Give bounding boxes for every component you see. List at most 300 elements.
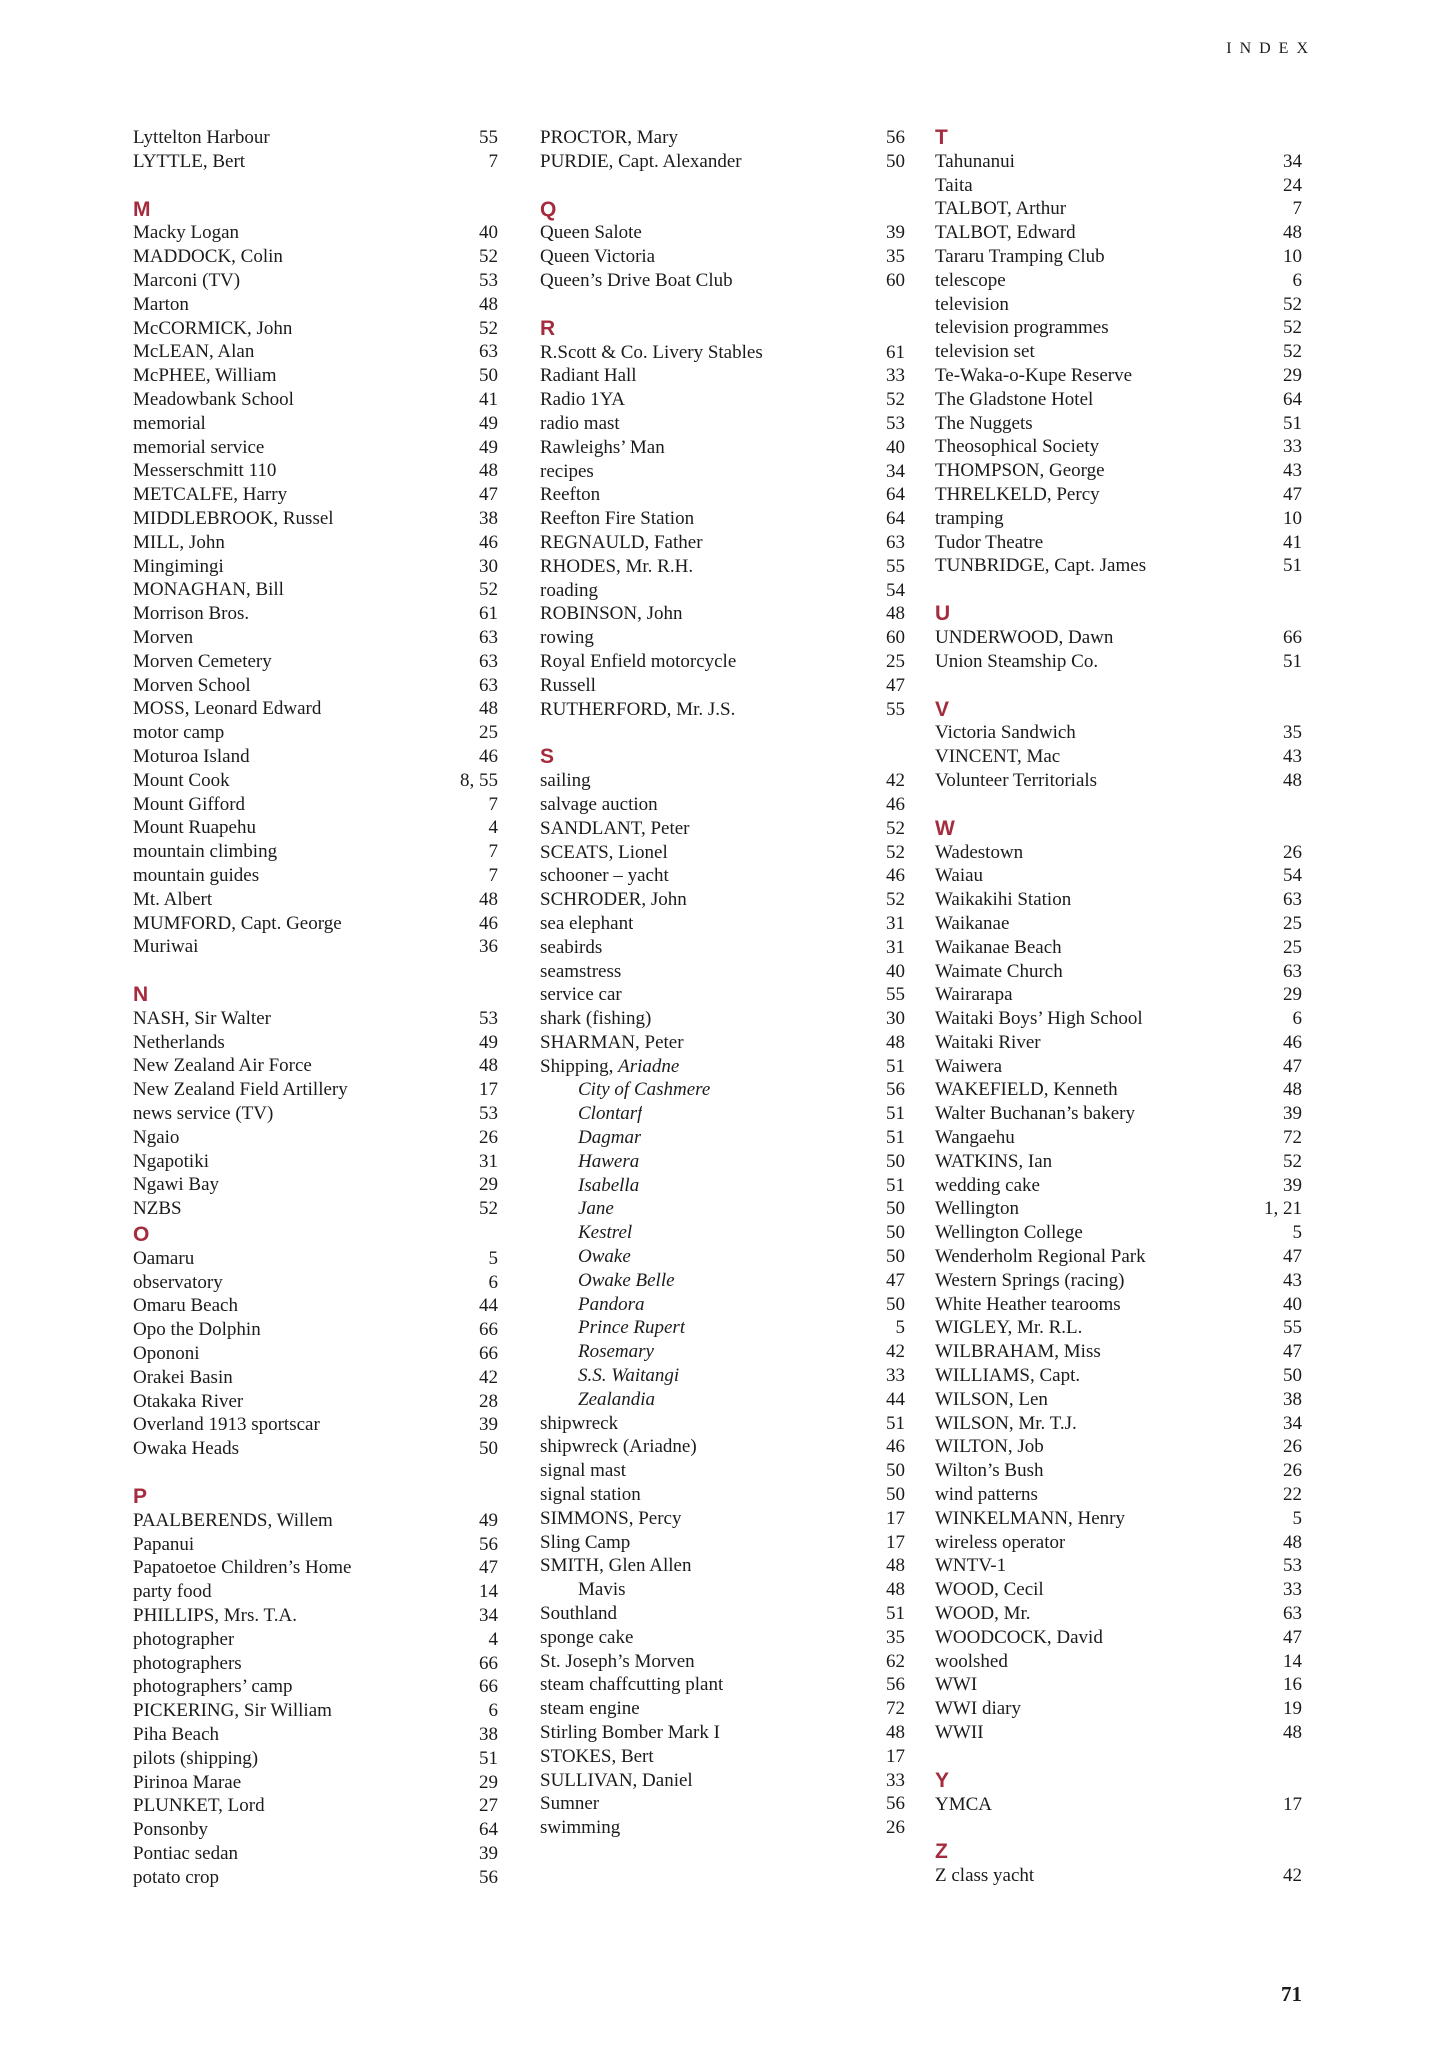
index-entry — [133, 935, 498, 959]
entry-page: 38 — [479, 507, 498, 529]
index-group — [935, 698, 1302, 793]
index-entry — [540, 1245, 905, 1269]
entry-label: woolshed — [935, 1650, 1008, 1672]
entry-label: MUMFORD, Capt. George — [133, 912, 342, 934]
entry-page: 48 — [479, 460, 498, 482]
entry-label: PICKERING, Sir William — [133, 1700, 332, 1722]
entry-label: Rawleighs’ Man — [540, 436, 665, 458]
section-letter: M — [133, 197, 151, 221]
entry-label: WWII — [935, 1722, 984, 1743]
entry-page: 53 — [479, 269, 498, 291]
entry-label: The Gladstone Hotel — [935, 388, 1094, 410]
entry-page: 39 — [479, 1414, 498, 1436]
entry-label: observatory — [133, 1271, 223, 1293]
entry-label: sea elephant — [540, 912, 634, 934]
index-entry — [540, 1078, 905, 1102]
entry-page: 48 — [886, 1579, 905, 1601]
entry-page: 47 — [1283, 483, 1302, 505]
entry-label: PHILLIPS, Mrs. T.A. — [133, 1605, 297, 1627]
entry-label: salvage auction — [540, 793, 658, 815]
index-entry — [133, 1747, 498, 1771]
entry-label: Jane — [578, 1198, 614, 1220]
index-entry — [133, 1509, 498, 1533]
index-entry — [935, 626, 1302, 650]
entry-label: WILSON, Mr. T.J. — [935, 1412, 1077, 1434]
entry-label: Ponsonby — [133, 1819, 208, 1841]
entry-page: 56 — [886, 1079, 905, 1101]
index-entry — [935, 221, 1302, 245]
index-entry — [540, 1483, 905, 1507]
index-entry — [133, 745, 498, 769]
entry-page: 48 — [1283, 1722, 1302, 1743]
entry-page: 56 — [479, 1533, 498, 1555]
entry-label: Isabella — [578, 1174, 640, 1196]
entry-label: Wairarapa — [935, 984, 1013, 1006]
index-column — [540, 126, 905, 1840]
entry-label: RHODES, Mr. R.H. — [540, 555, 694, 577]
index-entry — [540, 1769, 905, 1793]
entry-label: MONAGHAN, Bill — [133, 579, 284, 601]
entry-page: 47 — [1283, 1055, 1302, 1077]
entry-page: 51 — [886, 1174, 905, 1196]
index-entry — [540, 793, 905, 817]
index-entry — [540, 364, 905, 388]
entry-label: telescope — [935, 269, 1006, 291]
entry-label: Radiant Hall — [540, 365, 637, 387]
entry-label: Shipping, Ariadne — [540, 1055, 680, 1077]
index-entry — [133, 340, 498, 364]
entry-page: 26 — [1283, 841, 1302, 863]
entry-page: 41 — [479, 388, 498, 410]
entry-label: PROCTOR, Mary — [540, 127, 678, 148]
entry-label: Owake Belle — [578, 1269, 675, 1291]
entry-page: 64 — [886, 484, 905, 506]
entry-page: 24 — [1283, 174, 1302, 196]
entry-label: Wenderholm Regional Park — [935, 1246, 1146, 1268]
entry-page: 46 — [1283, 1031, 1302, 1053]
entry-page: 54 — [886, 579, 905, 601]
entry-label: Taita — [935, 174, 973, 196]
index-entry — [133, 1102, 498, 1126]
entry-page: 40 — [1283, 1293, 1302, 1315]
index-entry — [935, 1293, 1302, 1317]
entry-page: 52 — [479, 317, 498, 339]
index-entry — [935, 1578, 1302, 1602]
entry-page: 14 — [479, 1581, 498, 1603]
index-entry — [540, 412, 905, 436]
entry-page: 29 — [479, 1174, 498, 1196]
entry-page: 51 — [1283, 650, 1302, 672]
index-columns — [133, 126, 1302, 1890]
entry-label: Macky Logan — [133, 222, 240, 244]
entry-page: 39 — [479, 1842, 498, 1864]
entry-page: 7 — [488, 793, 498, 815]
entry-label: television set — [935, 341, 1035, 363]
index-entry — [935, 554, 1302, 578]
entry-label: memorial — [133, 412, 206, 434]
entry-label: TUNBRIDGE, Capt. James — [935, 555, 1147, 577]
entry-page: 52 — [886, 817, 905, 839]
index-entry — [935, 1435, 1302, 1459]
entry-page: 50 — [886, 1293, 905, 1315]
index-entry — [540, 341, 905, 365]
index-entry — [935, 269, 1302, 293]
entry-label: R.Scott & Co. Livery Stables — [540, 341, 763, 363]
index-entry — [540, 507, 905, 531]
entry-label: St. Joseph’s Morven — [540, 1650, 695, 1672]
index-entry — [935, 316, 1302, 340]
entry-page: 55 — [1283, 1317, 1302, 1339]
entry-page: 39 — [1283, 1103, 1302, 1125]
entry-page: 64 — [479, 1819, 498, 1841]
index-entry — [540, 936, 905, 960]
entry-page: 6 — [1292, 1008, 1302, 1030]
entry-page: 48 — [886, 1031, 905, 1053]
index-entry — [133, 1031, 498, 1055]
index-entry — [133, 840, 498, 864]
index-entry — [133, 674, 498, 698]
entry-label: photographer — [133, 1628, 235, 1650]
entry-page: 10 — [1283, 507, 1302, 529]
entry-page: 72 — [886, 1698, 905, 1720]
entry-page: 34 — [886, 460, 905, 482]
entry-label: photographers — [133, 1652, 242, 1674]
entry-page: 46 — [886, 865, 905, 887]
entry-page: 47 — [886, 674, 905, 696]
index-entry — [133, 1271, 498, 1295]
entry-page: 51 — [1283, 555, 1302, 577]
entry-page: 51 — [886, 1412, 905, 1434]
entry-label: service car — [540, 984, 622, 1006]
entry-label: mountain guides — [133, 864, 260, 886]
index-entry — [133, 1126, 498, 1150]
entry-page: 51 — [886, 1127, 905, 1149]
entry-page: 53 — [479, 1103, 498, 1125]
entry-page: 62 — [886, 1650, 905, 1672]
index-entry — [935, 1864, 1302, 1888]
entry-label: Mavis — [578, 1579, 626, 1601]
entry-label: Queen Victoria — [540, 246, 656, 268]
index-entry — [540, 1507, 905, 1531]
entry-page: 1, 21 — [1264, 1198, 1302, 1220]
entry-label: Sumner — [540, 1793, 600, 1815]
entry-page: 49 — [479, 436, 498, 458]
entry-page: 66 — [479, 1652, 498, 1674]
entry-page: 53 — [886, 412, 905, 434]
entry-label: memorial service — [133, 436, 265, 458]
entry-label: MOSS, Leonard Edward — [133, 698, 322, 720]
entry-label: Waitaki Boys’ High School — [935, 1008, 1143, 1030]
entry-label: Opo the Dolphin — [133, 1319, 261, 1341]
index-entry — [935, 507, 1302, 531]
index-entry — [540, 1316, 905, 1340]
entry-page: 30 — [886, 1008, 905, 1030]
entry-label-italic: Ariadne — [618, 1055, 680, 1077]
index-entry — [935, 888, 1302, 912]
entry-page: 17 — [1283, 1793, 1302, 1815]
index-entry — [540, 460, 905, 484]
entry-page: 25 — [1283, 936, 1302, 958]
entry-page: 7 — [488, 864, 498, 886]
entry-page: 29 — [1283, 364, 1302, 386]
entry-label: Oamaru — [133, 1247, 195, 1269]
index-entry — [133, 578, 498, 602]
index-entry — [540, 1221, 905, 1245]
index-entry — [540, 602, 905, 626]
index-entry — [133, 412, 498, 436]
index-entry — [133, 269, 498, 293]
entry-label: Pontiac sedan — [133, 1842, 239, 1864]
index-entry — [133, 483, 498, 507]
index-group — [133, 126, 498, 174]
entry-label: shipwreck (Ariadne) — [540, 1436, 697, 1458]
entry-label: Pirinoa Marae — [133, 1771, 242, 1793]
index-entry — [935, 531, 1302, 555]
entry-page: 25 — [1283, 912, 1302, 934]
index-entry — [133, 1723, 498, 1747]
index-entry — [540, 1269, 905, 1293]
entry-page: 63 — [479, 674, 498, 696]
entry-page: 53 — [479, 1007, 498, 1029]
index-entry — [540, 483, 905, 507]
index-entry — [935, 1793, 1302, 1817]
entry-label: City of Cashmere — [578, 1079, 711, 1101]
entry-page: 5 — [1292, 1507, 1302, 1529]
index-entry — [540, 1626, 905, 1650]
index-entry — [133, 317, 498, 341]
entry-label: Wangaehu — [935, 1127, 1015, 1149]
entry-page: 35 — [1283, 722, 1302, 744]
index-entry — [133, 245, 498, 269]
index-entry — [133, 221, 498, 245]
entry-page: 63 — [1283, 889, 1302, 911]
index-entry — [133, 1390, 498, 1414]
entry-page: 10 — [1283, 245, 1302, 267]
entry-page: 46 — [479, 912, 498, 934]
index-group — [540, 317, 905, 722]
entry-label: MILL, John — [133, 531, 225, 553]
index-entry — [935, 1078, 1302, 1102]
entry-label: wedding cake — [935, 1174, 1040, 1196]
entry-page: 16 — [1283, 1674, 1302, 1696]
entry-page: 50 — [886, 1150, 905, 1172]
entry-page: 39 — [886, 222, 905, 244]
index-group — [935, 126, 1302, 578]
entry-label: STOKES, Bert — [540, 1745, 654, 1767]
index-entry — [540, 983, 905, 1007]
entry-label: Te-Waka-o-Kupe Reserve — [935, 364, 1133, 386]
entry-page: 17 — [479, 1079, 498, 1101]
index-entry — [935, 1459, 1302, 1483]
index-entry — [935, 936, 1302, 960]
index-entry — [935, 245, 1302, 269]
index-entry — [133, 1771, 498, 1795]
index-entry — [540, 269, 905, 293]
entry-page: 26 — [886, 1817, 905, 1839]
section-letter: R — [540, 316, 556, 340]
entry-label: WIGLEY, Mr. R.L. — [935, 1317, 1083, 1339]
index-entry — [935, 1197, 1302, 1221]
index-entry — [540, 1174, 905, 1198]
section-letter: S — [540, 745, 555, 769]
entry-page: 47 — [479, 1557, 498, 1579]
index-entry — [133, 1413, 498, 1437]
entry-page: 35 — [886, 246, 905, 268]
entry-label: Radio 1YA — [540, 389, 625, 411]
entry-label: Morven Cemetery — [133, 650, 272, 672]
index-entry — [540, 1697, 905, 1721]
entry-page: 4 — [488, 1628, 498, 1650]
entry-label: WOODCOCK, David — [935, 1626, 1103, 1648]
entry-page: 7 — [488, 841, 498, 863]
entry-page: 40 — [886, 960, 905, 982]
entry-page: 56 — [886, 1674, 905, 1696]
entry-label: seamstress — [540, 960, 622, 982]
index-entry — [935, 1007, 1302, 1031]
entry-page: 47 — [1283, 1341, 1302, 1363]
index-entry — [540, 1531, 905, 1555]
index-column — [935, 126, 1302, 1888]
index-entry — [540, 1150, 905, 1174]
entry-page: 52 — [886, 889, 905, 911]
entry-label: Prince Rupert — [578, 1317, 686, 1339]
entry-page: 61 — [886, 341, 905, 363]
index-entry — [540, 1792, 905, 1816]
entry-label: NZBS — [133, 1198, 182, 1220]
entry-page: 43 — [1283, 1269, 1302, 1291]
index-entry — [935, 912, 1302, 936]
entry-label: Waiwera — [935, 1055, 1003, 1077]
entry-page: 49 — [479, 412, 498, 434]
index-entry — [133, 1628, 498, 1652]
index-entry — [935, 1507, 1302, 1531]
entry-page: 63 — [479, 341, 498, 363]
section-letter: U — [935, 602, 951, 626]
entry-label: photographers’ camp — [133, 1676, 293, 1698]
entry-page: 52 — [886, 841, 905, 863]
entry-label: MIDDLEBROOK, Russel — [133, 507, 334, 529]
section-letter: T — [935, 126, 948, 149]
entry-page: 6 — [488, 1271, 498, 1293]
entry-page: 7 — [1292, 198, 1302, 220]
entry-label: Dagmar — [578, 1127, 642, 1149]
index-entry — [540, 1602, 905, 1626]
entry-page: 48 — [479, 1055, 498, 1077]
index-entry — [133, 1675, 498, 1699]
entry-label: WOOD, Mr. — [935, 1603, 1031, 1625]
index-entry — [133, 816, 498, 840]
entry-page: 63 — [479, 650, 498, 672]
index-group — [935, 817, 1302, 1745]
entry-page: 17 — [886, 1531, 905, 1553]
entry-label: Omaru Beach — [133, 1295, 238, 1317]
entry-label: Owake — [578, 1246, 631, 1268]
entry-page: 5 — [895, 1317, 905, 1339]
index-entry — [133, 697, 498, 721]
index-entry — [540, 626, 905, 650]
entry-page: 50 — [886, 150, 905, 172]
entry-page: 66 — [479, 1676, 498, 1698]
index-entry — [935, 1697, 1302, 1721]
entry-page: 52 — [1283, 1150, 1302, 1172]
index-entry — [133, 1197, 498, 1221]
index-entry — [133, 1580, 498, 1604]
entry-page: 38 — [479, 1724, 498, 1745]
entry-label: Russell — [540, 674, 596, 696]
entry-page: 55 — [886, 984, 905, 1006]
index-entry — [935, 1650, 1302, 1674]
entry-label: Wellington College — [935, 1222, 1083, 1244]
index-entry — [540, 1364, 905, 1388]
entry-label: Volunteer Territorials — [935, 769, 1098, 791]
section-letter: N — [133, 983, 149, 1007]
entry-label: Waikakihi Station — [935, 889, 1072, 911]
entry-label: New Zealand Field Artillery — [133, 1079, 348, 1101]
entry-page: 56 — [479, 1866, 498, 1888]
entry-label: motor camp — [133, 722, 225, 744]
entry-label: SMITH, Glen Allen — [540, 1555, 692, 1577]
index-entry — [540, 817, 905, 841]
entry-label: Kestrel — [578, 1222, 633, 1244]
entry-label: Clontarf — [578, 1103, 643, 1125]
entry-label: Walter Buchanan’s bakery — [935, 1103, 1136, 1125]
index-entry — [935, 1412, 1302, 1436]
entry-page: 48 — [886, 603, 905, 625]
index-entry — [133, 1318, 498, 1342]
page-number: 71 — [1281, 1982, 1302, 2006]
entry-page: 43 — [1283, 460, 1302, 482]
running-head: INDEX — [1226, 40, 1316, 57]
entry-label: WILLIAMS, Capt. — [935, 1365, 1081, 1387]
index-entry — [133, 1294, 498, 1318]
section-letter: V — [935, 697, 950, 721]
index-entry — [133, 293, 498, 317]
index-entry — [133, 1699, 498, 1723]
section-letter: P — [133, 1485, 148, 1509]
index-entry — [935, 1174, 1302, 1198]
index-entry — [935, 1031, 1302, 1055]
entry-page: 27 — [479, 1795, 498, 1817]
entry-label: Western Springs (racing) — [935, 1269, 1125, 1291]
index-entry — [935, 960, 1302, 984]
entry-page: 34 — [1283, 150, 1302, 172]
entry-label: Piha Beach — [133, 1724, 220, 1745]
index-entry — [133, 1818, 498, 1842]
index-entry — [133, 1794, 498, 1818]
entry-label: Wellington — [935, 1198, 1019, 1220]
index-entry — [540, 1388, 905, 1412]
entry-page: 48 — [1283, 222, 1302, 244]
entry-page: 48 — [886, 1555, 905, 1577]
entry-page: 52 — [1283, 317, 1302, 339]
entry-label: SANDLANT, Peter — [540, 817, 690, 839]
entry-page: 25 — [886, 650, 905, 672]
entry-label: schooner – yacht — [540, 865, 669, 887]
entry-label: Zealandia — [578, 1388, 656, 1410]
index-entry — [935, 1388, 1302, 1412]
index-entry — [935, 1721, 1302, 1745]
entry-page: 48 — [1283, 1531, 1302, 1553]
index-entry — [935, 459, 1302, 483]
entry-page: 50 — [886, 1198, 905, 1220]
entry-label: Mingimingi — [133, 555, 224, 577]
index-entry — [935, 721, 1302, 745]
entry-page: 52 — [479, 579, 498, 601]
index-entry — [540, 1459, 905, 1483]
index-entry — [133, 626, 498, 650]
entry-page: 4 — [488, 817, 498, 839]
index-entry — [935, 1626, 1302, 1650]
